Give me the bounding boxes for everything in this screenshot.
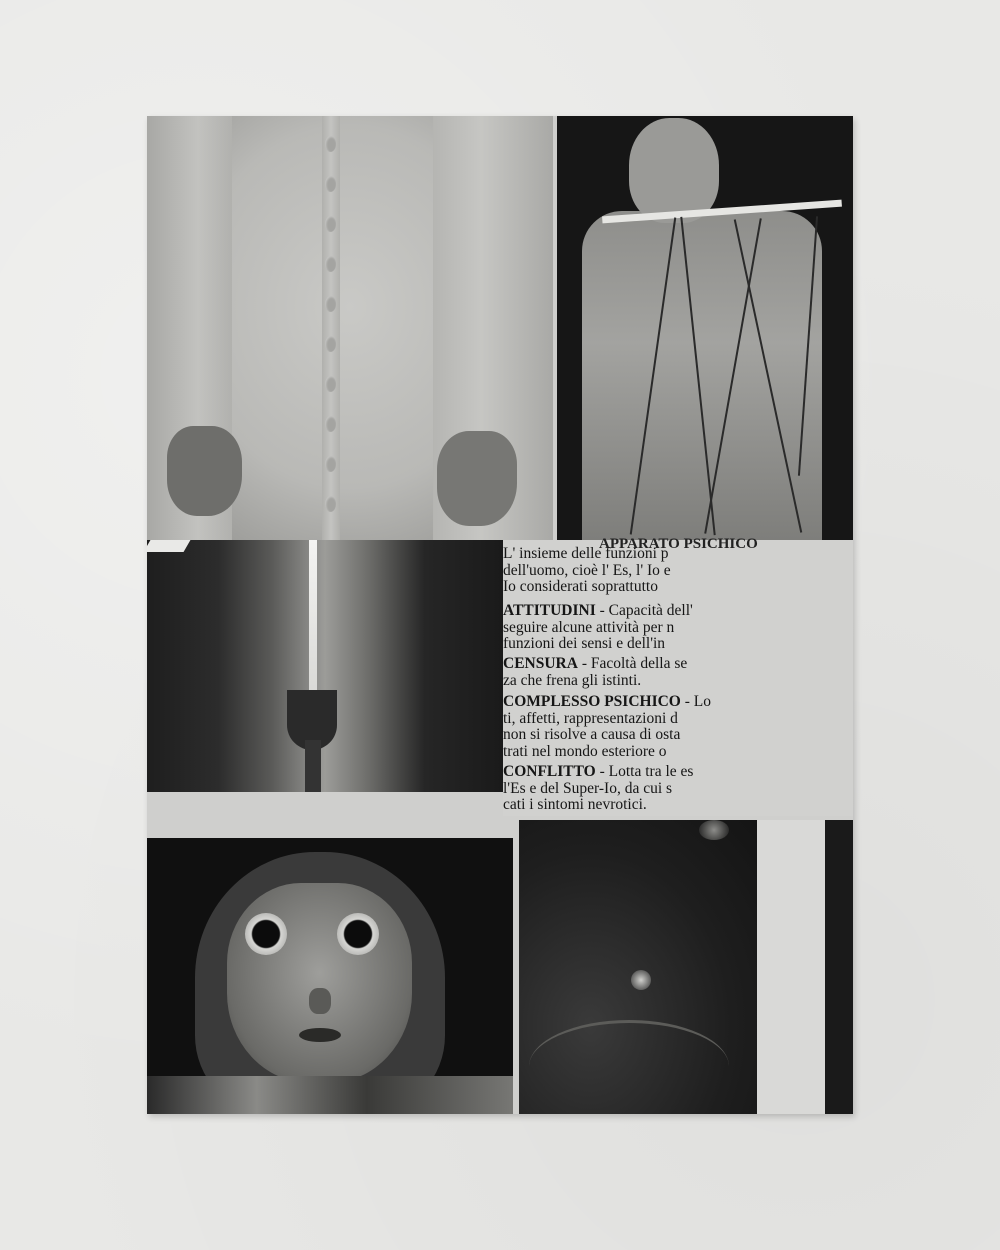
glossary-line: funzioni dei sensi e dell'in bbox=[503, 635, 666, 652]
light-glint bbox=[631, 970, 651, 990]
glossary-line: trati nel mondo esteriore o bbox=[503, 742, 667, 760]
glossary-line: za che frena gli istinti. bbox=[503, 671, 642, 689]
glossary-line: Io considerati soprattutto bbox=[503, 578, 658, 595]
glossary-line: - Lotta tra le es bbox=[595, 763, 694, 780]
coat-button bbox=[325, 296, 336, 312]
coat-button bbox=[325, 176, 336, 192]
figure-head bbox=[629, 118, 719, 223]
right-hand bbox=[437, 431, 517, 526]
glossary-term: COMPLESSO PSICHICO bbox=[503, 693, 681, 710]
glossary-term: ATTITUDINI bbox=[503, 602, 596, 619]
doll-collar bbox=[147, 1076, 513, 1114]
cut-heading: APPARATO PSICHICO bbox=[599, 536, 758, 552]
paper-corner bbox=[144, 540, 191, 552]
glossary-line: non si risolve a causa di osta bbox=[503, 726, 681, 743]
light-strip bbox=[757, 820, 825, 1114]
glossary-line: - Facoltà della se bbox=[577, 655, 688, 672]
coat-button bbox=[325, 416, 336, 432]
glossary-line: l'Es e del Super-Io, da cui s bbox=[503, 779, 673, 797]
doll-right-eye bbox=[337, 913, 379, 955]
doll-face-photo bbox=[147, 838, 513, 1114]
glossary-term: CENSURA bbox=[503, 655, 578, 672]
glossary-text-block bbox=[503, 536, 853, 816]
glossary-line: dell'uomo, cioè l' Es, l' Io e bbox=[503, 561, 671, 579]
doll-mouth bbox=[299, 1028, 341, 1042]
doll-nose bbox=[309, 988, 331, 1014]
coat-button bbox=[325, 376, 336, 392]
glossary-entry bbox=[503, 764, 863, 814]
figure-coat bbox=[582, 211, 822, 540]
light-glint bbox=[699, 820, 729, 840]
glossary-entry bbox=[503, 546, 863, 596]
glossary-term: CONFLITTO bbox=[503, 763, 596, 780]
candle-stem bbox=[305, 740, 321, 792]
candle-photo bbox=[147, 540, 503, 792]
glossary-entry bbox=[503, 656, 863, 689]
coat-button bbox=[325, 496, 336, 512]
coat-button bbox=[325, 456, 336, 472]
collage-sheet bbox=[147, 116, 853, 1114]
dark-interior-photo bbox=[519, 820, 757, 1114]
glossary-entry bbox=[503, 603, 863, 653]
coat-button bbox=[325, 136, 336, 152]
glossary-line: L' insieme delle funzioni p bbox=[503, 545, 669, 562]
glossary-line: - Lo bbox=[680, 693, 711, 710]
left-hand bbox=[167, 426, 242, 516]
coat-button bbox=[325, 216, 336, 232]
dark-strip bbox=[825, 820, 853, 1114]
candle-flame bbox=[309, 540, 317, 700]
torso-photo bbox=[147, 116, 553, 540]
glass-bowl bbox=[529, 1020, 729, 1113]
figure-with-strings-photo bbox=[557, 116, 853, 540]
glossary-line: seguire alcune attività per n bbox=[503, 618, 675, 636]
coat-button bbox=[325, 336, 336, 352]
glossary-line: - Capacità dell' bbox=[595, 602, 693, 619]
doll-left-eye bbox=[245, 913, 287, 955]
coat-button bbox=[325, 256, 336, 272]
glossary-entry bbox=[503, 694, 863, 760]
glossary-line: ti, affetti, rappresentazioni d bbox=[503, 709, 678, 727]
doll-face bbox=[227, 883, 412, 1083]
glossary-line: cati i sintomi nevrotici. bbox=[503, 796, 647, 813]
